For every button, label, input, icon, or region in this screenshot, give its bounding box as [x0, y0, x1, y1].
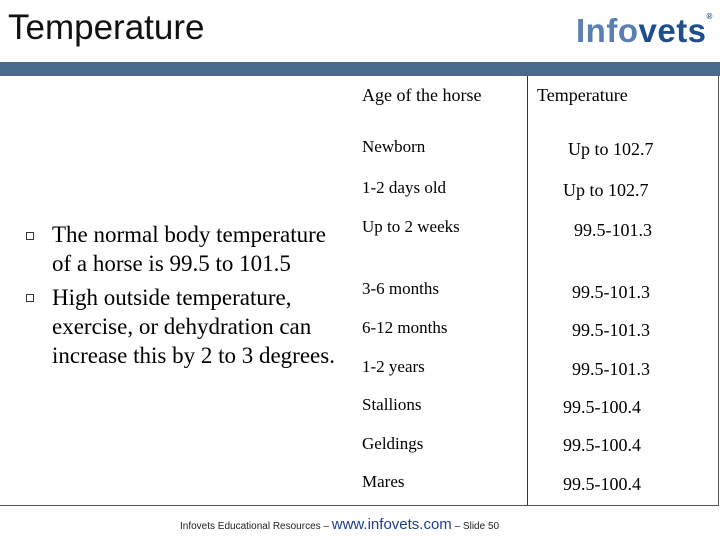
table-row-temperature: 99.5-101.3: [572, 282, 650, 302]
table-row-age: 1-2 days old: [362, 178, 447, 197]
table-row-age: Geldings: [362, 434, 424, 453]
table-row-age: 6-12 months: [362, 318, 448, 337]
bullet-2-line-1: High outside temperature,: [52, 285, 292, 310]
table-row-temperature: 99.5-100.4: [563, 397, 641, 417]
slide-footer: Infovets Educational Resources – www.infovets.com – Slide 50: [180, 516, 500, 533]
bullet-1-line-1: The normal body temperature: [52, 222, 326, 247]
bullet-square-icon: [26, 294, 34, 302]
table-row-temperature: 99.5-101.3: [572, 320, 650, 340]
slide-title: Temperature: [8, 8, 205, 47]
table-row-age: 1-2 years: [362, 357, 425, 376]
table-row-age: Newborn: [362, 137, 426, 156]
table-row-temperature: 99.5-101.3: [572, 359, 650, 379]
table-header-temperature: Temperature: [537, 85, 628, 105]
table-header-age: Age of the horse: [362, 85, 482, 105]
table-row-age: 3-6 months: [362, 279, 439, 298]
header-bar: [0, 62, 720, 76]
bullet-1-line-2: of a horse is 99.5 to 101.5: [52, 251, 291, 276]
table-row-temperature: Up to 102.7: [563, 180, 649, 200]
table-row-age: Mares: [362, 472, 405, 491]
bullet-square-icon: [26, 232, 34, 240]
table-column-divider: [527, 76, 528, 505]
footer-url-link[interactable]: www.infovets.com: [331, 516, 452, 533]
bullet-2-line-2: exercise, or dehydration can: [52, 314, 312, 339]
table-row-temperature: Up to 102.7: [568, 139, 654, 159]
table-row-temperature: 99.5-100.4: [563, 474, 641, 494]
table-row-temperature: 99.5-101.3: [574, 220, 652, 240]
table-row-temperature: 99.5-100.4: [563, 435, 641, 455]
table-row-age: Stallions: [362, 395, 422, 414]
table-row-age: Up to 2 weeks: [362, 217, 460, 236]
infovets-logo: Infovets®: [576, 12, 713, 49]
bullet-2-line-3: increase this by 2 to 3 degrees.: [52, 343, 335, 368]
